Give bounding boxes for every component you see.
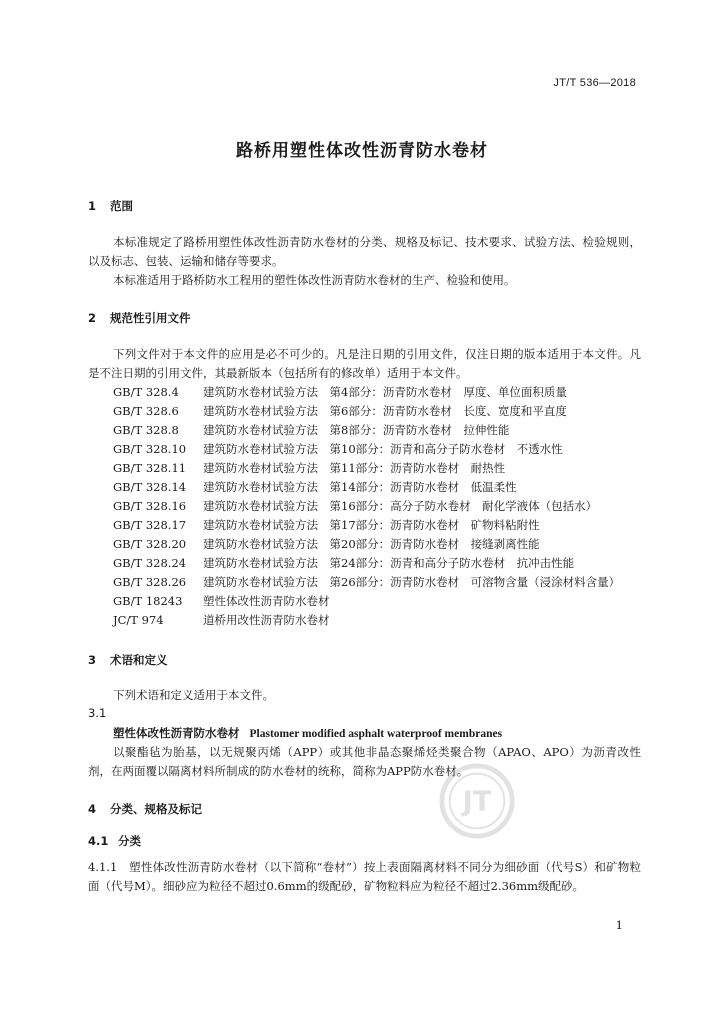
reference-item (113, 440, 653, 459)
scope-paragraph-2: 本标准适用于路桥防水工程用的塑性体改性沥青防水卷材的生产、检验和使用。 (113, 273, 516, 287)
reference-code: GB/T 328.20 (113, 537, 187, 551)
reference-item (113, 497, 653, 516)
reference-code: GB/T 328.26 (113, 575, 187, 589)
reference-title: 建筑防水卷材试验方法 第8部分：沥青防水卷材 拉伸性能 (203, 423, 510, 437)
reference-code: GB/T 328.17 (113, 518, 187, 532)
reference-code: GB/T 328.4 (113, 385, 179, 399)
reference-list (113, 383, 653, 630)
section-number: 2 (88, 311, 97, 325)
reference-item (113, 459, 653, 478)
reference-item (113, 383, 653, 402)
reference-title: 建筑防水卷材试验方法 第11部分：沥青防水卷材 耐热性 (203, 461, 506, 475)
reference-title: 建筑防水卷材试验方法 第24部分：沥青和高分子防水卷材 抗冲击性能 (203, 556, 575, 570)
reference-code: GB/T 328.11 (113, 461, 187, 475)
section-title: 范围 (110, 199, 133, 213)
term-definition: 以聚酯毡为胎基，以无规聚丙烯（APP）或其他非晶态聚烯烃类聚合物（APAO、APO）为沥青改性剂，在两面覆以隔离材料所制成的防水卷材的统称，简称为APP防水卷材。 (88, 745, 641, 778)
reference-code: GB/T 328.10 (113, 442, 187, 456)
jt-watermark-seal-icon (438, 762, 516, 840)
section-title: 规范性引用文件 (110, 311, 191, 325)
section-number: 3 (88, 653, 97, 667)
terms-intro: 下列术语和定义适用于本文件。 (113, 688, 274, 702)
term-name-en: Plastomer modified asphalt waterproof membranes (249, 728, 503, 740)
section-number: 1 (88, 199, 97, 213)
scope-paragraph-1: 本标准规定了路桥用塑性体改性沥青防水卷材的分类、规格及标记、技术要求、试验方法、检验规则，以及标志、包装、运输和储存等要求。 (88, 235, 641, 268)
reference-title: 建筑防水卷材试验方法 第17部分：沥青防水卷材 矿物料粘附性 (203, 518, 540, 532)
term-heading (113, 725, 502, 741)
reference-item (113, 554, 653, 573)
reference-title: 建筑防水卷材试验方法 第14部分：沥青防水卷材 低温柔性 (203, 480, 517, 494)
clause-4-1-1: 4.1.1 塑性体改性沥青防水卷材（以下简称“卷材”）按上表面隔离材料不同分为细砂面（代号S）和矿物粒面（代号M）。细砂应为粒径不超过0.6mm的级配砂，矿物粒料应为粒径不超过2.36mm级配砂。 (88, 860, 641, 893)
normative-intro: 下列文件对于本文件的应用是必不可少的。凡是注日期的引用文件，仅注日期的版本适用于本文件。凡是不注日期的引用文件，其最新版本（包括所有的修改单）适用于本文件。 (88, 347, 641, 380)
reference-item (113, 535, 653, 554)
reference-code: GB/T 328.6 (113, 404, 179, 418)
reference-item (113, 478, 653, 497)
section-1-heading (88, 198, 133, 214)
section-number: 4.1 (88, 834, 109, 848)
section-title: 分类、规格及标记 (110, 802, 202, 816)
reference-title: 建筑防水卷材试验方法 第26部分：沥青防水卷材 可溶物含量（浸涂材料含量） (203, 575, 621, 589)
reference-item (113, 421, 653, 440)
reference-title: 建筑防水卷材试验方法 第16部分：高分子防水卷材 耐化学液体（包括水） (203, 499, 598, 513)
reference-code: GB/T 328.8 (113, 423, 179, 437)
section-title: 分类 (118, 834, 141, 848)
reference-code: JC/T 974 (113, 613, 164, 627)
reference-title: 道桥用改性沥青防水卷材 (203, 613, 330, 627)
section-3-heading (88, 652, 168, 668)
section-4-heading (88, 801, 202, 817)
reference-title: 建筑防水卷材试验方法 第10部分：沥青和高分子防水卷材 不透水性 (203, 442, 563, 456)
reference-item (113, 516, 653, 535)
reference-item (113, 402, 653, 421)
reference-title: 建筑防水卷材试验方法 第6部分：沥青防水卷材 长度、宽度和平直度 (203, 404, 567, 418)
reference-title: 塑性体改性沥青防水卷材 (203, 594, 330, 608)
reference-code: GB/T 328.14 (113, 480, 187, 494)
reference-code: GB/T 328.16 (113, 499, 187, 513)
reference-code: GB/T 18243 (113, 594, 183, 608)
section-4-1-heading (88, 833, 141, 849)
section-number: 4 (88, 802, 97, 816)
watermark-text: JT (462, 786, 492, 818)
reference-title: 建筑防水卷材试验方法 第20部分：沥青防水卷材 接缝剥离性能 (203, 537, 540, 551)
reference-item (113, 611, 653, 630)
document-title: 路桥用塑性体改性沥青防水卷材 (236, 141, 488, 161)
reference-code: GB/T 328.24 (113, 556, 187, 570)
reference-title: 建筑防水卷材试验方法 第4部分：沥青防水卷材 厚度、单位面积质量 (203, 385, 567, 399)
section-2-heading (88, 310, 191, 326)
page-number: 1 (615, 918, 623, 932)
term-name-zh: 塑性体改性沥青防水卷材 (113, 726, 240, 740)
standard-code: JT/T 536—2018 (553, 77, 636, 89)
reference-item (113, 573, 653, 592)
term-number: 3.1 (88, 706, 107, 720)
section-title: 术语和定义 (110, 653, 168, 667)
reference-item (113, 592, 653, 611)
